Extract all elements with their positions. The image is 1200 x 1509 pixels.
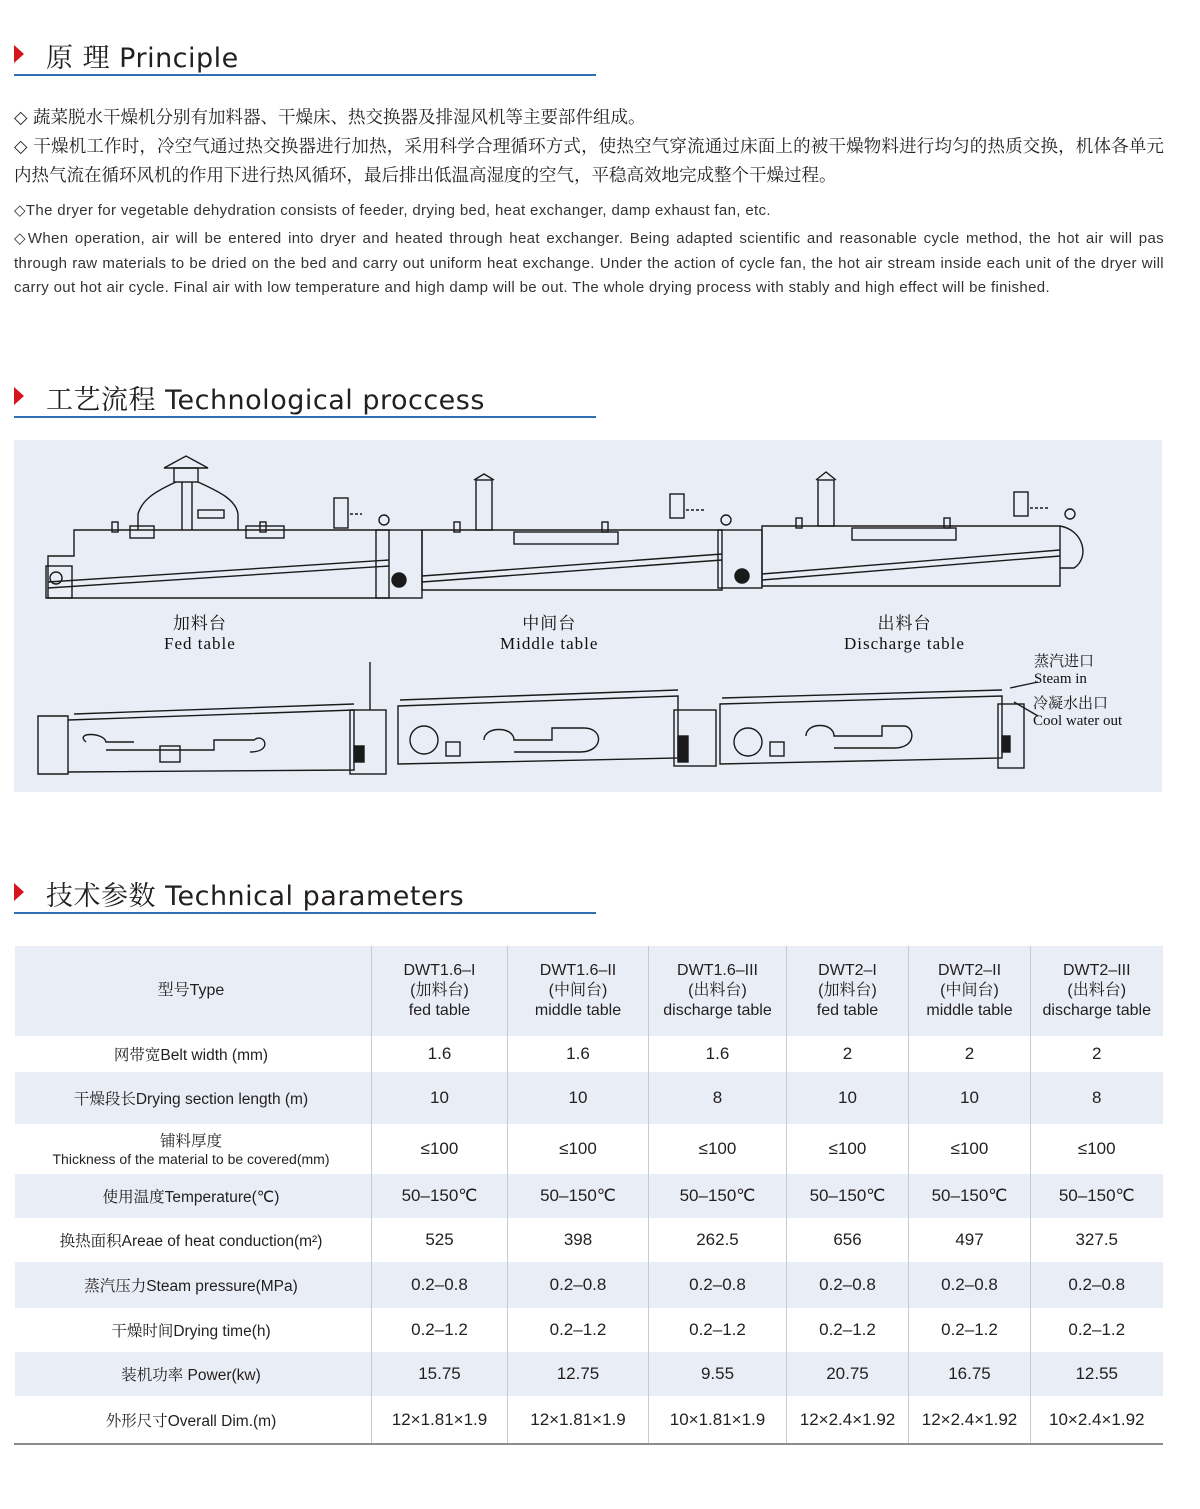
table-cell: ≤100 — [649, 1124, 787, 1174]
table-cell: 656 — [787, 1218, 909, 1262]
row-label: 蒸汽压力Steam pressure(MPa) — [15, 1262, 372, 1308]
table-cell: 0.2–1.2 — [909, 1308, 1031, 1352]
table-cell: ≤100 — [372, 1124, 508, 1174]
principle-cn-paragraph-1: ◇ 蔬菜脱水干燥机分别有加料器、干燥床、热交换器及排湿风机等主要部件组成。 — [14, 108, 646, 128]
row-label-cn: 铺料厚度 — [159, 1133, 222, 1150]
table-cell: ≤100 — [909, 1124, 1031, 1174]
discharge-table-en: Discharge table — [844, 634, 965, 653]
technical-parameters-table — [14, 946, 1163, 1445]
table-cell: 10 — [787, 1072, 909, 1124]
table-row — [15, 1072, 1163, 1124]
model-header — [649, 946, 787, 1036]
table-header-row — [15, 946, 1163, 1036]
discharge-table-cn: 出料台 — [877, 614, 932, 633]
model-header — [909, 946, 1031, 1036]
table-row — [15, 1124, 1163, 1174]
table-cell: 15.75 — [372, 1352, 508, 1396]
table-cell: 497 — [909, 1218, 1031, 1262]
plan-view — [38, 662, 1038, 774]
model-en: fed table — [408, 1002, 471, 1019]
model-cn: (加料台) — [818, 982, 877, 999]
table-row — [15, 1262, 1163, 1308]
cool-water-out-en: Cool water out — [1033, 713, 1123, 729]
table-cell: 10 — [372, 1072, 508, 1124]
table-cell: 2 — [787, 1036, 909, 1072]
model-header — [1031, 946, 1163, 1036]
model-code: DWT2–I — [818, 962, 877, 979]
row-label: 装机功率 Power(kw) — [15, 1352, 372, 1396]
principle-header — [14, 34, 596, 76]
model-header — [372, 946, 508, 1036]
model-cn: (加料台) — [410, 982, 469, 999]
table-cell: ≤100 — [508, 1124, 649, 1174]
fed-table-cn: 加料台 — [172, 614, 227, 633]
table-cell: ≤100 — [787, 1124, 909, 1174]
table-cell: 12.55 — [1031, 1352, 1163, 1396]
table-cell: 8 — [649, 1072, 787, 1124]
table-cell: 9.55 — [649, 1352, 787, 1396]
table-cell: 0.2–1.2 — [372, 1308, 508, 1352]
table-cell: 262.5 — [649, 1218, 787, 1262]
steam-in-en: Steam in — [1034, 671, 1087, 687]
steam-in-cn: 蒸汽进口 — [1034, 654, 1095, 670]
table-cell: 12×2.4×1.92 — [787, 1396, 909, 1444]
steam-in-label — [1034, 654, 1094, 688]
table-cell: 0.2–1.2 — [1031, 1308, 1163, 1352]
table-cell: 0.2–1.2 — [508, 1308, 649, 1352]
table-cell: 1.6 — [372, 1036, 508, 1072]
red-triangle-icon — [14, 883, 24, 901]
red-triangle-icon — [14, 45, 24, 63]
table-row — [15, 1396, 1163, 1444]
model-code: DWT1.6–I — [403, 962, 476, 979]
model-header — [787, 946, 909, 1036]
table-cell: 0.2–0.8 — [909, 1262, 1031, 1308]
model-cn: (出料台) — [688, 982, 747, 999]
table-cell: ≤100 — [1031, 1124, 1163, 1174]
table-cell: 12×1.81×1.9 — [508, 1396, 649, 1444]
table-cell: 12×2.4×1.92 — [909, 1396, 1031, 1444]
table-cell: 10 — [909, 1072, 1031, 1124]
principle-en-paragraph-1: ◇The dryer for vegetable dehydration consists of feeder, drying bed, heat exchanger, damp exhaust fan, etc. — [14, 202, 771, 219]
table-cell: 50–150℃ — [372, 1174, 508, 1218]
table-cell: 16.75 — [909, 1352, 1031, 1396]
table-row — [15, 1308, 1163, 1352]
table-row — [15, 1352, 1163, 1396]
principle-title: 原 理 Principle — [46, 43, 239, 74]
table-cell: 1.6 — [649, 1036, 787, 1072]
model-header — [508, 946, 649, 1036]
red-triangle-icon — [14, 387, 24, 405]
table-cell: 10×1.81×1.9 — [649, 1396, 787, 1444]
table-cell: 0.2–0.8 — [1031, 1262, 1163, 1308]
model-code: DWT1.6–II — [539, 962, 617, 979]
table-cell: 12×1.81×1.9 — [372, 1396, 508, 1444]
table-cell: 50–150℃ — [1031, 1174, 1163, 1218]
model-en: middle table — [534, 1002, 622, 1019]
model-en: fed table — [816, 1002, 879, 1019]
table-cell: 12.75 — [508, 1352, 649, 1396]
table-cell: 0.2–1.2 — [649, 1308, 787, 1352]
table-row — [15, 1036, 1163, 1072]
table-cell: 0.2–1.2 — [787, 1308, 909, 1352]
model-code: DWT1.6–III — [677, 962, 758, 979]
model-cn: (中间台) — [940, 982, 999, 999]
row-label-en: Thickness of the material to be covered(mm) — [52, 1151, 330, 1167]
row-label: 干燥段长Drying section length (m) — [15, 1072, 372, 1124]
principle-cn-paragraph-2: ◇ 干燥机工作时，冷空气通过热交换器进行加热，采用科学合理循环方式，使热空气穿流通过床面上的被干燥物料进行均匀的热质交换，机体各单元内热气流在循环风机的作用下进行热风循环，最后排出低温高湿度的空气，平稳高效地完成整个干燥过程。 — [14, 137, 1164, 186]
table-cell: 10×2.4×1.92 — [1031, 1396, 1163, 1444]
type-label: 型号Type — [15, 946, 372, 1036]
row-label: 网带宽Belt width (mm) — [15, 1036, 372, 1072]
table-cell: 0.2–0.8 — [787, 1262, 909, 1308]
table-cell: 525 — [372, 1218, 508, 1262]
row-label: 干燥时间Drying time(h) — [15, 1308, 372, 1352]
middle-table-cn: 中间台 — [522, 614, 577, 633]
table-row — [15, 1218, 1163, 1262]
model-en: middle table — [926, 1002, 1013, 1019]
params-header — [14, 872, 596, 914]
cool-water-out-cn: 冷凝水出口 — [1033, 696, 1109, 712]
row-label — [15, 1124, 372, 1174]
model-code: DWT2–III — [1062, 962, 1131, 979]
params-title: 技术参数 Technical parameters — [46, 881, 465, 912]
table-cell: 327.5 — [1031, 1218, 1163, 1262]
table-cell: 20.75 — [787, 1352, 909, 1396]
table-cell: 10 — [508, 1072, 649, 1124]
elevation-view — [46, 456, 1083, 598]
model-en: discharge table — [663, 1002, 772, 1019]
process-title: 工艺流程 Technological proccess — [46, 385, 485, 416]
table-cell: 0.2–0.8 — [508, 1262, 649, 1308]
row-label: 外形尺寸Overall Dim.(m) — [15, 1396, 372, 1444]
row-label: 使用温度Temperature(℃) — [15, 1174, 372, 1218]
table-cell: 2 — [909, 1036, 1031, 1072]
model-code: DWT2–II — [937, 962, 1002, 979]
model-cn: (出料台) — [1067, 982, 1127, 999]
table-cell: 50–150℃ — [508, 1174, 649, 1218]
middle-table-label — [500, 614, 598, 654]
cool-water-out-label — [1033, 696, 1122, 730]
model-cn: (中间台) — [548, 982, 608, 999]
principle-en-paragraph-2: ◇When operation, air will be entered into dryer and heated through heat exchanger. Being adapted scientific and reasonable cycle method, the hot air will pas through raw materials to be dried on the bed and carry out uniform heat exchange. Under the action of cycle fan, the hot air stream inside each unit of the dryer will carry out hot air cycle. Final air with low temperature and high damp will be out. The whole drying process with stably and high effect will be finished. — [14, 230, 1164, 296]
process-diagram — [14, 440, 1162, 792]
table-cell: 2 — [1031, 1036, 1163, 1072]
table-row — [15, 1174, 1163, 1218]
model-en: discharge table — [1042, 1002, 1151, 1019]
table-cell: 8 — [1031, 1072, 1163, 1124]
table-cell: 50–150℃ — [787, 1174, 909, 1218]
process-header — [14, 376, 596, 418]
fed-table-label — [164, 614, 236, 654]
middle-table-en: Middle table — [500, 634, 599, 653]
fed-table-en: Fed table — [164, 634, 236, 653]
discharge-table-label — [844, 614, 965, 654]
row-label: 换热面积Areae of heat conduction(m²) — [15, 1218, 372, 1262]
table-cell: 50–150℃ — [909, 1174, 1031, 1218]
table-cell: 50–150℃ — [649, 1174, 787, 1218]
table-cell: 1.6 — [508, 1036, 649, 1072]
table-cell: 0.2–0.8 — [372, 1262, 508, 1308]
table-cell: 0.2–0.8 — [649, 1262, 787, 1308]
table-cell: 398 — [508, 1218, 649, 1262]
